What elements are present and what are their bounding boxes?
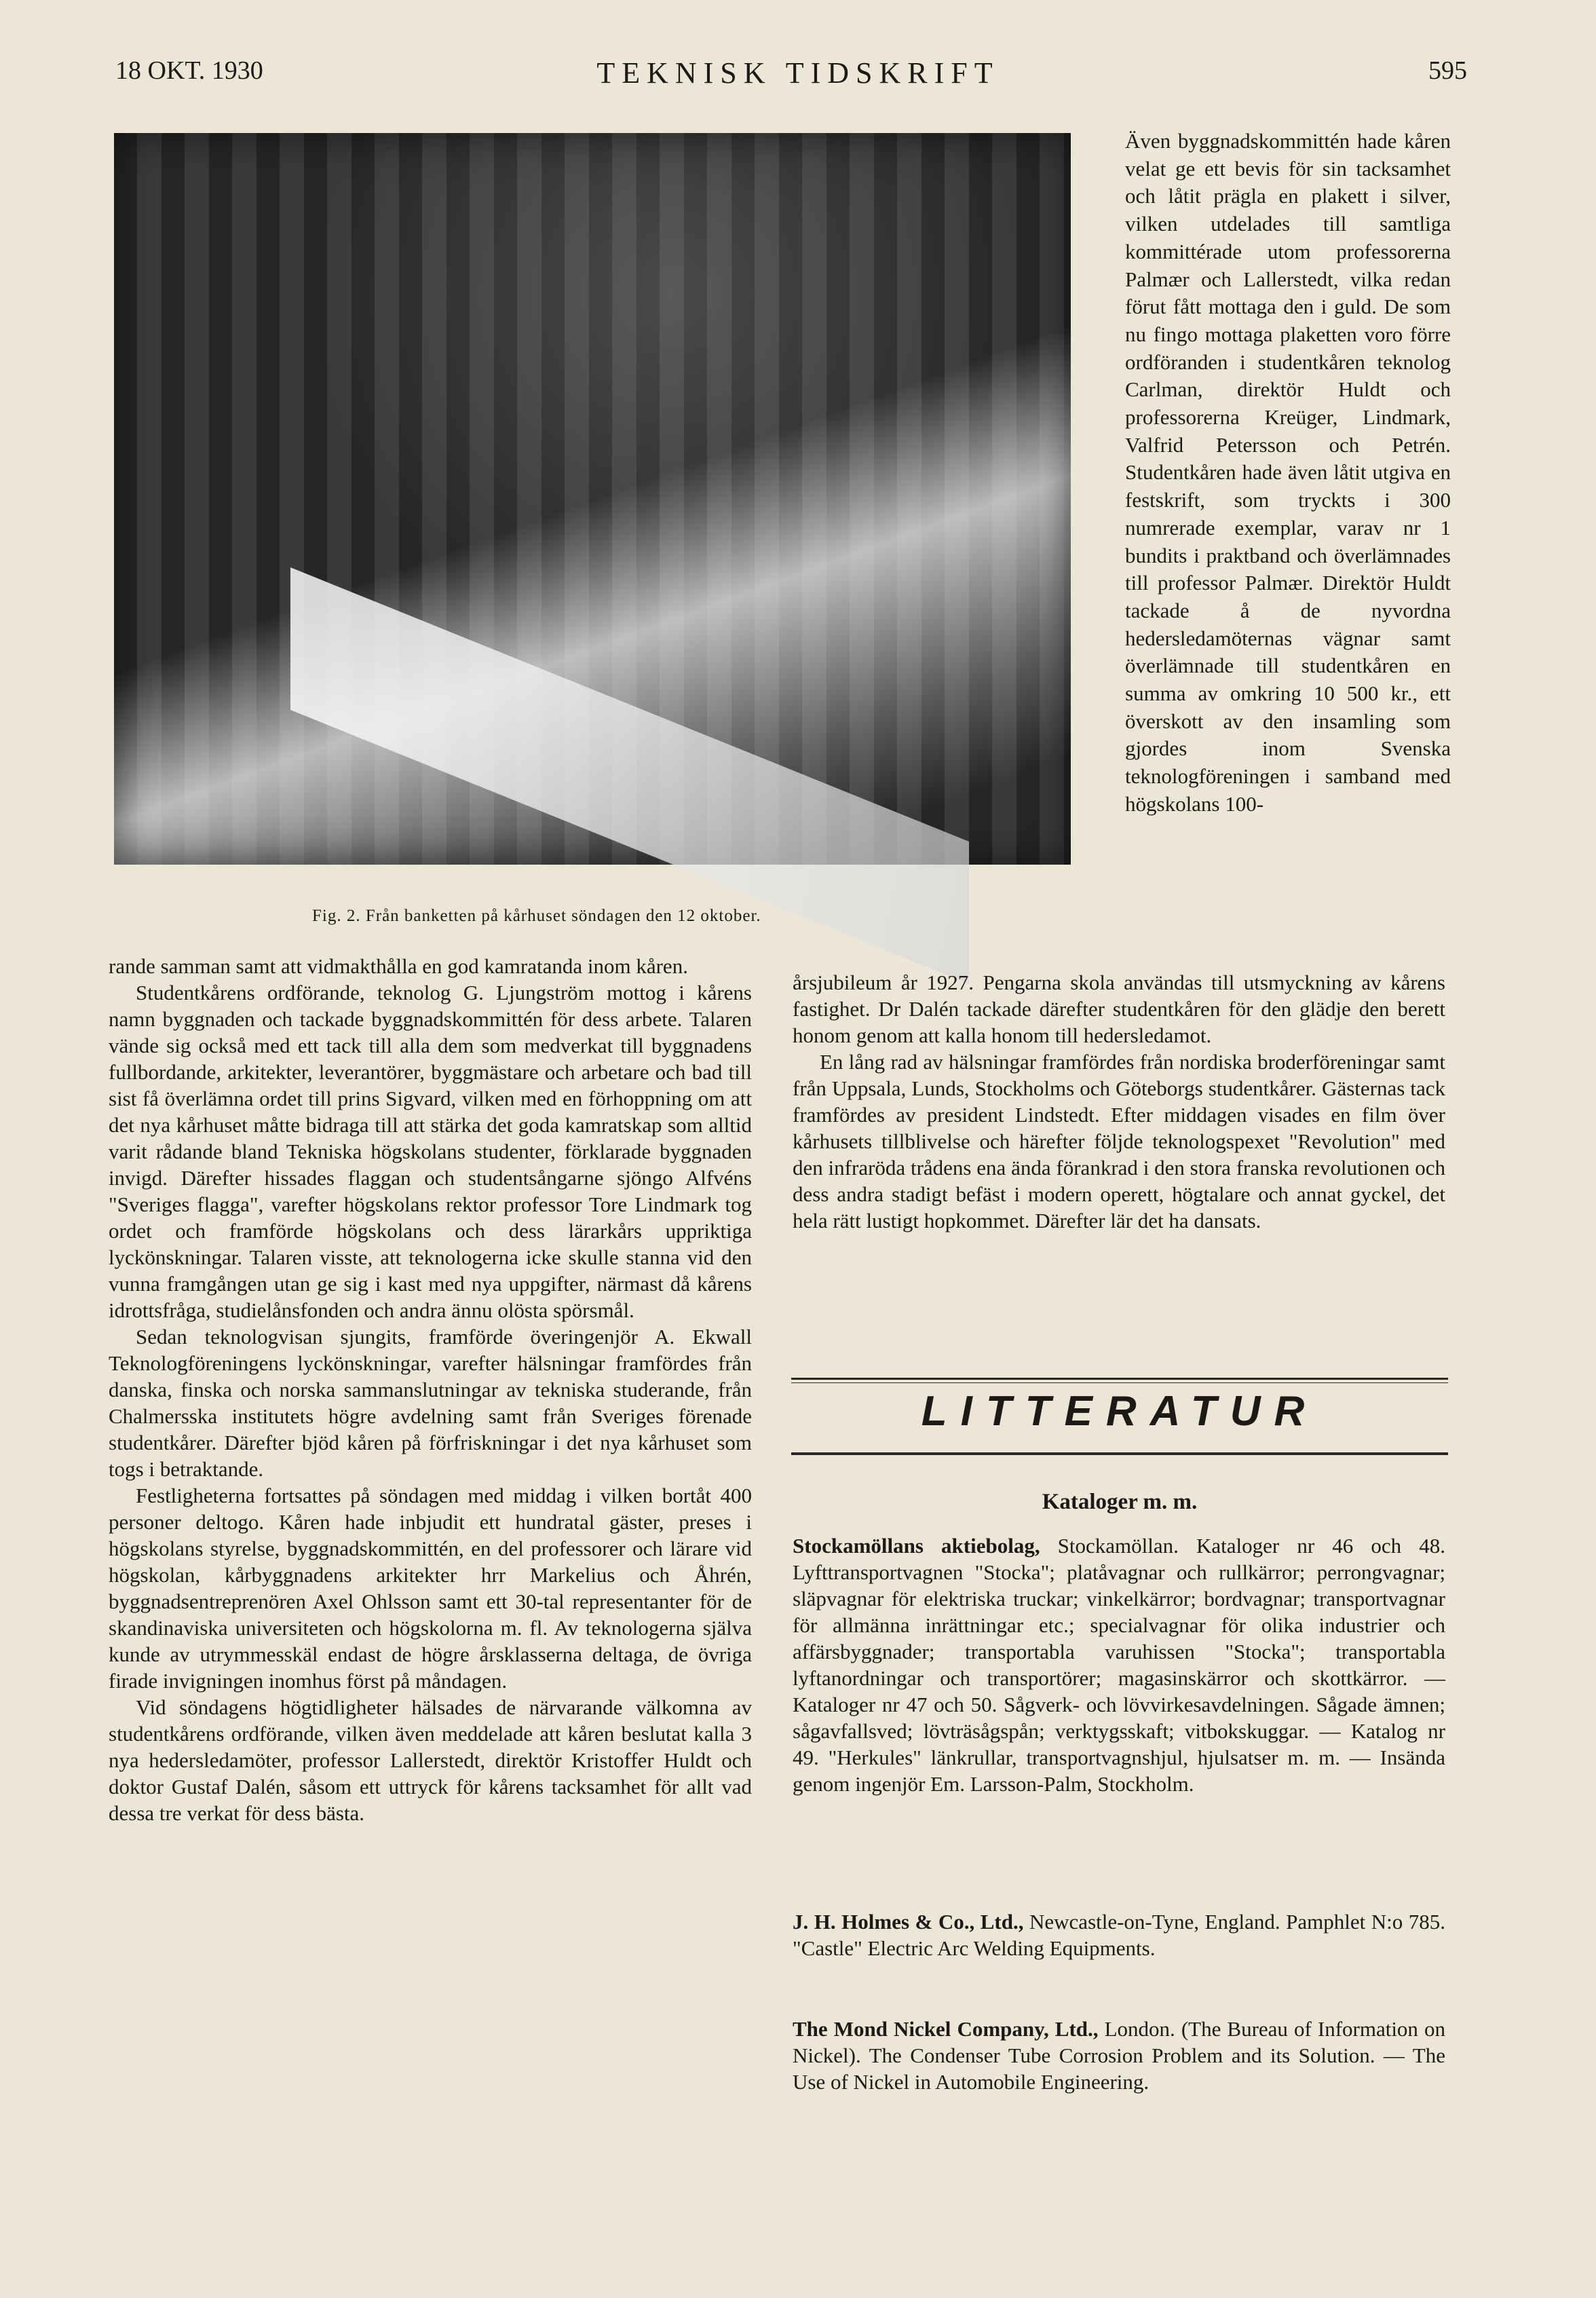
paragraph: Sedan teknologvisan sjungits, framförde överingenjör A. Ekwall Teknologföreningens lyckönskningar, varefter hälsningar framfördes från danska, finska och norska sammanslutningar av tekniska studerande, från Chalmersska institutets högre avdelning samt från Sveriges förenade studentkårer. Därefter bjöd kåren på förfriskningar i det nya kårhuset som togs i betraktande. [109, 1325, 752, 1481]
section-rule-bottom [791, 1452, 1448, 1455]
section-rule-top [791, 1378, 1448, 1383]
entry-name: Stockamöllans aktiebolag, [793, 1534, 1040, 1558]
entry-name: The Mond Nickel Company, Ltd., [793, 2017, 1099, 2041]
paragraph: Studentkårens ordförande, teknolog G. Ljungström mottog i kårens namn byggnaden och tackade byggnadskommittén för dess arbete. Talaren vände sig också med ett tack till alla dem som medverkat till byggnadens fullbordande, arkitekter, leverantörer, byggmästare och arbetare och bad till sist få överlämna ordet till prins Sigvard, vilken med en förhoppning om att det nya kårhuset måtte bidraga till att stärka det goda kamratskap som alltid varit rådande bland Tekniska högskolans studenter, förklarade byggnaden invigd. Därefter hissades flaggan och studentsångarne sjöngo Alfvéns "Sveriges flagga", varefter högskolans rektor professor Tore Lindmark tog ordet och framförde högskolans och dess lärarkårs uppriktiga lyckönskningar. Talaren visste, att teknologerna icke skulle stanna vid den vunna framgången utan ge sig i kast med nya uppgifter, närmast då kårens idrottsfråga, studielånsfonden och andra ännu olösta spörsmål. [109, 981, 752, 1322]
journal-title: TEKNISK TIDSKRIFT [596, 56, 1000, 90]
paragraph: En lång rad av hälsningar framfördes från nordiska broderföreningar samt från Uppsala, Lunds, Stockholms och Göteborgs studentkårer. Gästernas tack framfördes av president Lindstedt. Efter middagen visades en film över kårhusets tillblivelse och härefter följde teknologspexet "Revolution" med den infraröda trådens ena ända förankrad i den stora franska revolutionen och dess andra stadigt befäst i modern operett, högtalare och annat gyckel, det hela rätt lustigt hopkommet. Därefter lär det ha dansats. [793, 1050, 1445, 1232]
right-column [793, 969, 1445, 1234]
left-column [109, 953, 752, 1826]
entry-text: Newcastle-on-Tyne, England. Pamphlet N:o 785. "Castle" Electric Arc Welding Equipments. [793, 1910, 1445, 1960]
right-top-column [1125, 128, 1451, 818]
literature-entry [793, 1532, 1445, 1797]
section-heading: LITTERATUR [921, 1388, 1318, 1435]
issue-date: 18 OKT. 1930 [115, 56, 263, 85]
banquet-photo [114, 133, 1071, 865]
entry-text: London. (The Bureau of Information on Nickel). The Condenser Tube Corrosion Problem and its Solution. — The Use of Nickel in Automobile Engineering. [793, 2017, 1445, 2094]
section-subheading: Kataloger m. m. [1042, 1490, 1198, 1514]
paragraph: årsjubileum år 1927. Pengarna skola användas till utsmyckning av kårens fastighet. Dr Dalén tackade därefter studentkåren för den glädje den berett honom genom att kalla honom till hedersledamot. [793, 971, 1445, 1047]
paragraph: Vid söndagens högtidligheter hälsades de närvarande välkomna av studentkårens ordförande, vilken även meddelade att kåren beslutat kalla 3 nya hedersledamöter, professor Lallerstedt, direktör Kristoffer Huldt och doktor Gustaf Dalén, såsom ett uttryck för kårens tacksamhet för allt vad dessa tre verkat för dess bästa. [109, 1695, 752, 1825]
figure-caption: Fig. 2. Från banketten på kårhuset söndagen den 12 oktober. [312, 907, 761, 925]
entry-name: J. H. Holmes & Co., Ltd., [793, 1910, 1024, 1934]
page-number: 595 [1428, 56, 1467, 85]
entry-text: Stockamöllan. Kataloger nr 46 och 48. Lyfttransportvagnen "Stocka"; platåvagnar och rullkärror; perrongvagnar; släpvagnar för elektriska truckar; vinkelkärror; bordvagnar; transportvagnar för allmänna inrättningar etc.; specialvagnar för olika industrier och affärsbyggnader; transportabla varuhissen "Stocka"; transportabla lyftanordningar och transportörer; magasinskärror och skottkärror. — Kataloger nr 47 och 50. Sågverk- och lövvirkesavdelningen. Sågade ämnen; sågavfallsved; lövträsågspån; verktygsskaft; vitbokskuggar. — Katalog nr 49. "Herkules" länkrullar, transportvagnshjul, hjulsatser m. m. — Insända genom ingenjör Em. Larsson-Palm, Stockholm. [793, 1534, 1445, 1796]
paragraph: Festligheterna fortsattes på söndagen med middag i vilken bortåt 400 personer deltogo. Kåren hade inbjudit ett hundratal gäster, preses i högskolans styrelse, byggnadskommittén, en del professorer och lärare vid högskolan, kårbyggnadens arkitekter hrr Markelius och Åhrén, byggnadsentreprenören Axel Ohlsson samt ett 30-tal representanter för de skandinaviska universiteten och högskolorna m. fl. Av teknologerna själva kunde av utrymmesskäl endast de högre årsklasserna deltaga, de övriga firade invigningen inomhus först på måndagen. [109, 1484, 752, 1693]
literature-entry [793, 2016, 1445, 2095]
paragraph: rande samman samt att vidmakthålla en god kamratanda inom kåren. [109, 954, 688, 978]
paragraph: Även byggnadskommittén hade kåren velat ge ett bevis för sin tacksamhet och låtit prägla en plakett i silver, vilken utdelades till samtliga kommittérade utom professorerna Palmær och Lallerstedt, vilka redan förut fått mottaga den i guld. De som nu fingo mottaga plaketten voro förre ordföranden i studentkåren teknolog Carlman, direktör Huldt och professorerna Kreüger, Lindmark, Valfrid Petersson och Petrén. Studentkåren hade även låtit utgiva en festskrift, som tryckts i 300 numrerade exemplar, varav nr 1 bundits i praktband och överlämnades till professor Palmær. Direktör Huldt tackade å de nyvordna hedersledamöternas vägnar samt överlämnade till studentkåren en summa av omkring 10 500 kr., ett överskott av den insamling som gjordes inom Svenska teknologföreningen i samband med högskolans 100- [1125, 129, 1451, 816]
literature-entry [793, 1908, 1445, 1961]
